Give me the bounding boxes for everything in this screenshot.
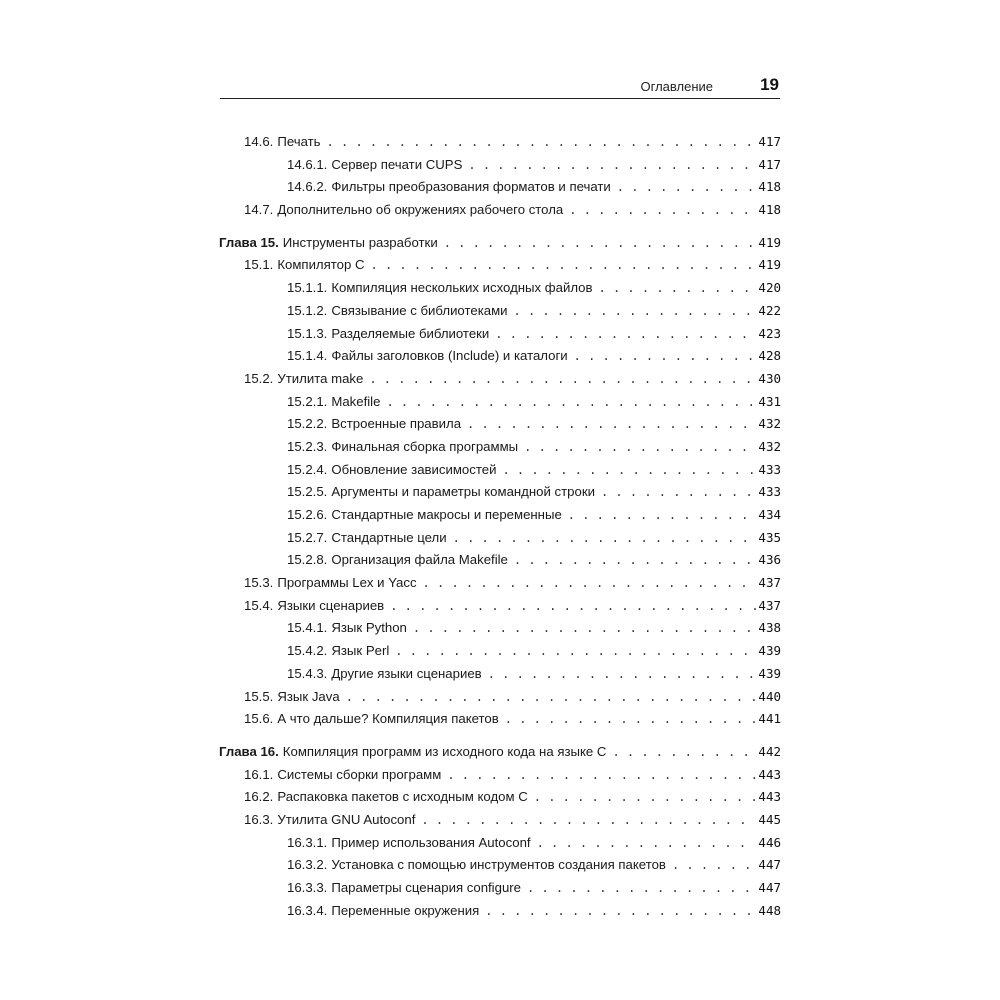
dot-leader (453, 527, 757, 550)
toc-entry-number: 15.6. (244, 711, 274, 727)
toc-entry (219, 300, 781, 323)
toc-entry-page: 438 (758, 620, 781, 636)
toc-entry-title: Сервер печати CUPS (331, 156, 463, 172)
toc-entry-page: 417 (758, 134, 781, 149)
toc-entry-number: 15.2.2. (287, 416, 328, 432)
toc-entry-number: 15.5. (244, 688, 274, 704)
toc-entry-title: Другие языки сценариев (331, 665, 482, 681)
toc-entry-title: Обновление зависимостей (331, 461, 497, 477)
toc-entry (219, 527, 781, 550)
toc-entry-number: 15.4.1. (287, 620, 328, 636)
toc-entry-page: 432 (758, 438, 781, 454)
toc-entry (219, 277, 781, 300)
toc-entry-page: 448 (758, 902, 781, 918)
toc-entry-title: Фильтры преобразования форматов и печати (331, 179, 611, 195)
toc-entry-page: 419 (758, 257, 781, 273)
toc-entry-number: 15.2.7. (287, 529, 328, 545)
toc-entry-page: 439 (758, 643, 781, 659)
toc-entry-page: 437 (758, 597, 781, 613)
toc-entry-title: Параметры сценария configure (331, 880, 522, 895)
toc-entry-number: 16.3.3. (287, 880, 328, 895)
toc-entry-page: 447 (758, 857, 781, 873)
toc-entry-title: Аргументы и параметры командной строки (331, 484, 595, 500)
toc-entry-title: Язык Python (331, 620, 407, 636)
toc-entry-number: 15.2. (244, 370, 274, 386)
toc-entry-title: Системы сборки программ (277, 766, 442, 782)
toc-entry-page: 433 (758, 461, 781, 477)
dot-leader (485, 900, 756, 923)
dot-leader (327, 131, 757, 154)
toc-entry (219, 391, 781, 414)
toc-entry-title: Дополнительно об окружениях рабочего стола (277, 202, 564, 218)
toc-entry-number: 15.2.6. (287, 507, 328, 522)
toc-entry-page: 446 (758, 834, 781, 850)
toc-entry (219, 854, 781, 877)
dot-leader (395, 640, 756, 663)
toc-entry-page: 439 (758, 665, 781, 681)
toc-entry-number: 15.2.8. (287, 552, 328, 568)
toc-entry-page: 443 (758, 766, 781, 782)
dot-leader (468, 154, 756, 177)
toc-entry (219, 481, 781, 504)
toc-entry-title: Языки сценариев (277, 597, 385, 613)
dot-leader (569, 199, 756, 222)
dot-leader (421, 809, 756, 832)
toc-entry-number: Глава 16. (219, 743, 279, 759)
toc-entry-page: 423 (758, 325, 781, 341)
toc-entry-number: 15.1.4. (287, 348, 328, 364)
toc-entry-page: 445 (758, 811, 781, 827)
toc-entry (219, 572, 781, 595)
toc-entry-title: Разделяемые библиотеки (331, 325, 490, 341)
toc-entry-number: 15.3. (244, 575, 274, 591)
dot-leader (527, 877, 756, 900)
dot-leader (612, 741, 756, 764)
toc-entry-page: 418 (758, 202, 781, 218)
dot-leader (574, 345, 757, 368)
toc-entry-page: 428 (758, 348, 781, 364)
dot-leader (524, 436, 756, 459)
toc-chapter-entry (219, 232, 781, 255)
toc-entry-title: Программы Lex и Yacc (277, 575, 417, 591)
toc-entry (219, 436, 781, 459)
toc-entry-page: 432 (758, 416, 781, 432)
toc-entry-number: 14.6.1. (287, 156, 328, 172)
dot-leader (369, 368, 756, 391)
toc-entry (219, 254, 781, 277)
dot-leader (371, 254, 757, 277)
dot-leader (467, 413, 756, 436)
running-header (220, 72, 780, 99)
toc-chapter-entry (219, 741, 781, 764)
dot-leader (537, 832, 757, 855)
dot-leader (447, 764, 756, 787)
toc-entry-number: 15.2.3. (287, 438, 328, 454)
toc-entry-number: 16.3.2. (287, 857, 328, 873)
toc-entry-page: 422 (758, 302, 781, 318)
dot-leader (672, 854, 756, 877)
dot-leader (488, 663, 757, 686)
toc-entry (219, 663, 781, 686)
dot-leader (514, 300, 757, 323)
dot-leader (514, 549, 757, 572)
toc-entry (219, 368, 781, 391)
toc-entry-page: 437 (758, 575, 781, 591)
toc-entry-page: 436 (758, 552, 781, 568)
toc-entry-title: А что дальше? Компиляция пакетов (277, 711, 499, 727)
toc-entry (219, 877, 781, 900)
toc-entry-page: 417 (758, 156, 781, 172)
toc-entry-number: 16.3. (244, 811, 274, 827)
dot-leader (346, 686, 757, 709)
toc-entry-title: Встроенные правила (331, 416, 462, 432)
toc-entry-number: 16.3.4. (287, 902, 328, 918)
toc-entry-number: 15.4. (244, 597, 274, 613)
dot-leader (390, 595, 756, 618)
toc-entry-title: Установка с помощью инструментов создания пакетов (331, 857, 666, 873)
toc-entry-title: Связывание с библиотеками (331, 302, 508, 318)
toc-entry (219, 323, 781, 346)
dot-leader (413, 617, 757, 640)
toc-entry-number: 15.2.5. (287, 484, 328, 500)
toc-entry-title: Распаковка пакетов с исходным кодом C (277, 789, 528, 805)
toc-entry-page: 440 (758, 688, 781, 704)
toc-entry (219, 900, 781, 923)
toc-entry (219, 504, 781, 527)
toc-entry (219, 131, 781, 154)
toc-entry (219, 154, 781, 177)
toc-entry-title: Финальная сборка программы (331, 438, 519, 454)
toc-entry (219, 199, 781, 222)
toc-entry-page: 434 (758, 507, 781, 522)
dot-leader (617, 176, 757, 199)
header-title: Оглавление (640, 79, 713, 94)
toc-entry-title: Инструменты разработки (282, 234, 438, 250)
toc-entry-title: Стандартные макросы и переменные (331, 507, 562, 522)
toc-entry-page: 420 (758, 280, 781, 296)
toc-entry-title: Компилятор C (277, 257, 365, 273)
toc-entry (219, 640, 781, 663)
toc-entry (219, 413, 781, 436)
toc-entry (219, 345, 781, 368)
toc-entry-number: 14.6.2. (287, 179, 328, 195)
toc-entry-number: 15.1.3. (287, 325, 328, 341)
toc-entry-title: Утилита GNU Autoconf (277, 811, 416, 827)
toc-entry-page: 433 (758, 484, 781, 500)
toc-entry (219, 595, 781, 618)
toc-entry (219, 832, 781, 855)
table-of-contents (219, 131, 781, 922)
toc-entry-title: Язык Perl (331, 643, 390, 659)
toc-entry-page: 441 (758, 711, 781, 727)
toc-entry-page: 447 (758, 880, 781, 895)
toc-entry-number: 15.1.1. (287, 280, 328, 296)
toc-entry (219, 786, 781, 809)
toc-entry-title: Язык Java (277, 688, 340, 704)
dot-leader (495, 323, 756, 346)
toc-entry-title: Файлы заголовков (Include) и каталоги (331, 348, 568, 364)
dot-leader (444, 232, 757, 255)
dot-leader (505, 708, 757, 731)
toc-entry-title: Организация файла Makefile (331, 552, 508, 568)
toc-entry-number: 15.2.1. (287, 393, 328, 409)
toc-entry-number: 14.7. (244, 202, 274, 218)
toc-entry-number: Глава 15. (219, 234, 279, 250)
toc-entry (219, 549, 781, 572)
toc-entry-page: 435 (758, 529, 781, 545)
dot-leader (502, 459, 756, 482)
dot-leader (423, 572, 757, 595)
header-page-number: 19 (760, 75, 779, 94)
toc-entry-title: Стандартные цели (331, 529, 447, 545)
toc-entry (219, 686, 781, 709)
toc-entry-title: Makefile (331, 393, 381, 409)
dot-leader (568, 504, 757, 527)
toc-entry-number: 16.1. (244, 766, 274, 782)
dot-leader (599, 277, 757, 300)
toc-entry-title: Печать (277, 134, 321, 149)
toc-entry-page: 418 (758, 179, 781, 195)
toc-entry-number: 15.4.2. (287, 643, 328, 659)
toc-entry-page: 431 (758, 393, 781, 409)
dot-leader (386, 391, 756, 414)
toc-entry (219, 176, 781, 199)
toc-entry-number: 15.2.4. (287, 461, 328, 477)
toc-entry-page: 442 (758, 743, 781, 759)
toc-entry-title: Утилита make (277, 370, 364, 386)
toc-entry-number: 16.3.1. (287, 834, 328, 850)
toc-entry (219, 809, 781, 832)
toc-entry-title: Пример использования Autoconf (331, 834, 531, 850)
toc-entry-title: Компиляция нескольких исходных файлов (331, 280, 593, 296)
toc-entry-page: 419 (758, 234, 781, 250)
toc-entry (219, 708, 781, 731)
dot-leader (534, 786, 757, 809)
toc-entry-number: 14.6. (244, 134, 274, 149)
toc-entry (219, 617, 781, 640)
dot-leader (601, 481, 756, 504)
toc-entry-page: 430 (758, 370, 781, 386)
toc-entry-title: Переменные окружения (331, 902, 480, 918)
toc-entry-number: 15.1. (244, 257, 274, 273)
toc-entry (219, 459, 781, 482)
toc-entry-page: 443 (758, 789, 781, 805)
toc-entry-number: 15.1.2. (287, 302, 328, 318)
toc-entry-number: 15.4.3. (287, 665, 328, 681)
toc-entry (219, 764, 781, 787)
toc-entry-title: Компиляция программ из исходного кода на языке C (282, 743, 607, 759)
toc-entry-number: 16.2. (244, 789, 274, 805)
